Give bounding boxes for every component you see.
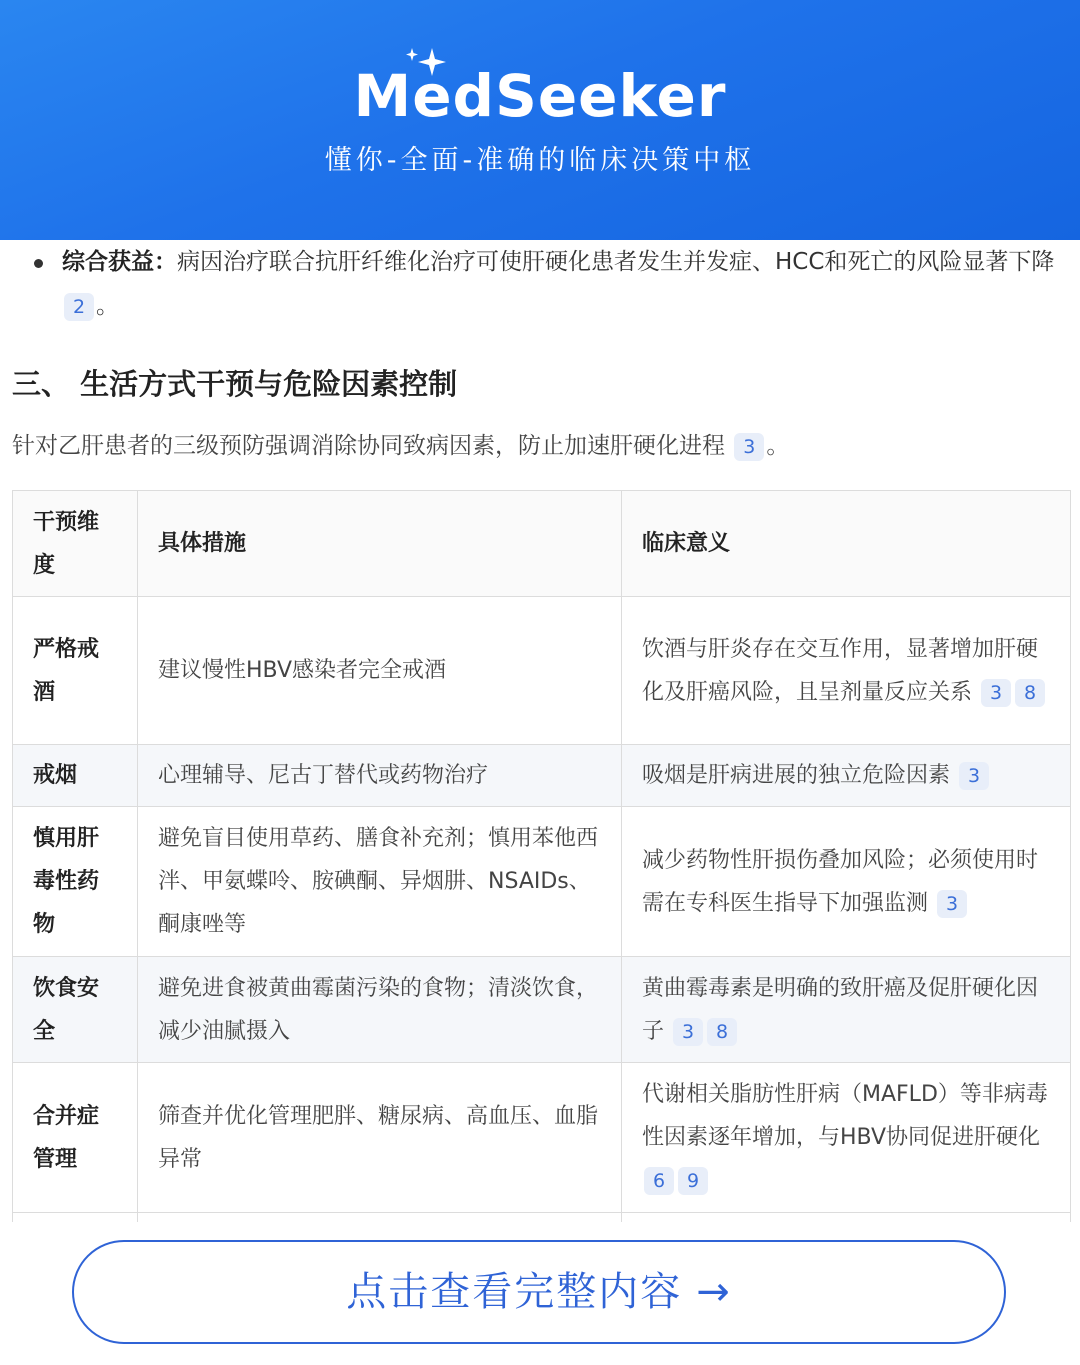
cell-dimension [13,1213,138,1223]
cell-meaning [622,1213,1071,1223]
citation-badge[interactable]: 3 [959,762,989,790]
cell-meaning [622,1063,1071,1213]
bullet-sep: ： [154,249,177,275]
header-cell-measure: 具体措施 [138,491,622,597]
bullet-label: 综合获益 [62,249,154,275]
meaning-text: 黄曲霉毒素是明确的致肝癌及促肝硬化因子 [642,975,1039,1044]
view-full-content-button[interactable] [72,1240,1006,1344]
intervention-table [12,490,1071,1222]
cell-measure: 建议慢性HBV感染者完全戒酒 [138,597,622,745]
arrow-right-icon: → [696,1269,732,1315]
brand-tagline: 懂你-全面-准确的临床决策中枢 [324,145,756,176]
table-row [13,807,1071,957]
citation-badge[interactable]: 8 [707,1018,737,1046]
citation-badge[interactable]: 2 [64,293,94,321]
cell-dimension: 戒烟 [13,745,138,807]
citation-badge[interactable]: 6 [644,1167,674,1195]
cell-measure [138,1213,622,1223]
citation-badge[interactable]: 9 [678,1167,708,1195]
cell-meaning [622,597,1071,745]
citation-badge[interactable]: 8 [1015,679,1045,707]
table-header-row [13,491,1071,597]
cell-dimension: 合并症管理 [13,1063,138,1213]
intro-end: 。 [766,433,790,459]
meaning-text: 减少药物性肝损伤叠加风险；必须使用时需在专科医生指导下加强监测 [642,847,1039,916]
cell-dimension: 慎用肝毒性药物 [13,807,138,957]
intro-text: 针对乙肝患者的三级预防强调消除协同致病因素，防止加速肝硬化进程 [12,433,725,459]
section-title: 三、 生活方式干预与危险因素控制 [12,367,458,401]
cell-meaning [622,807,1071,957]
cell-dimension: 饮食安全 [13,957,138,1063]
table-row [13,597,1071,745]
header-cell-dimension: 干预维度 [13,491,138,597]
cell-meaning [622,745,1071,807]
table-row [13,1063,1071,1213]
citation-badge[interactable]: 3 [673,1018,703,1046]
cell-measure: 避免盲目使用草药、膳食补充剂；慎用苯他西泮、甲氨蝶呤、胺碘酮、异烟肼、NSAIDs、酮康唑等 [138,807,622,957]
meaning-text: 代谢相关脂肪性肝病（MAFLD）等非病毒性因素逐年增加，与HBV协同促进肝硬化 [642,1082,1048,1150]
bullet-body: 病因治疗联合抗肝纤维化治疗可使肝硬化患者发生并发症、HCC和死亡的风险显著下降 [177,249,1055,275]
table-row-cut [13,1213,1071,1223]
meaning-text: 饮酒与肝炎存在交互作用，显著增加肝硬化及肝癌风险，且呈剂量反应关系 [642,636,1039,705]
section-intro [12,424,1072,468]
cell-measure: 筛查并优化管理肥胖、糖尿病、高血压、血脂异常 [138,1063,622,1213]
brand-logo: MedSeeker [353,62,727,130]
cell-dimension: 严格戒酒 [13,597,138,745]
cta-label: 点击查看完整内容 [346,1269,683,1315]
citation-badge[interactable]: 3 [981,679,1011,707]
table-row [13,745,1071,807]
meaning-text: 吸烟是肝病进展的独立危险因素 [642,763,951,788]
article-content [0,240,1080,1222]
bullet-end: 。 [96,293,119,319]
cell-measure: 心理辅导、尼古丁替代或药物治疗 [138,745,622,807]
cell-meaning [622,957,1071,1063]
bullet-text [62,240,1072,328]
cell-measure: 避免进食被黄曲霉菌污染的食物；清淡饮食，减少油腻摄入 [138,957,622,1063]
table-row [13,957,1071,1063]
bullet-dot [34,259,43,268]
citation-badge[interactable]: 3 [734,433,764,461]
header-cell-meaning: 临床意义 [622,491,1071,597]
citation-badge[interactable]: 3 [937,890,967,918]
brand-header [0,0,1080,240]
